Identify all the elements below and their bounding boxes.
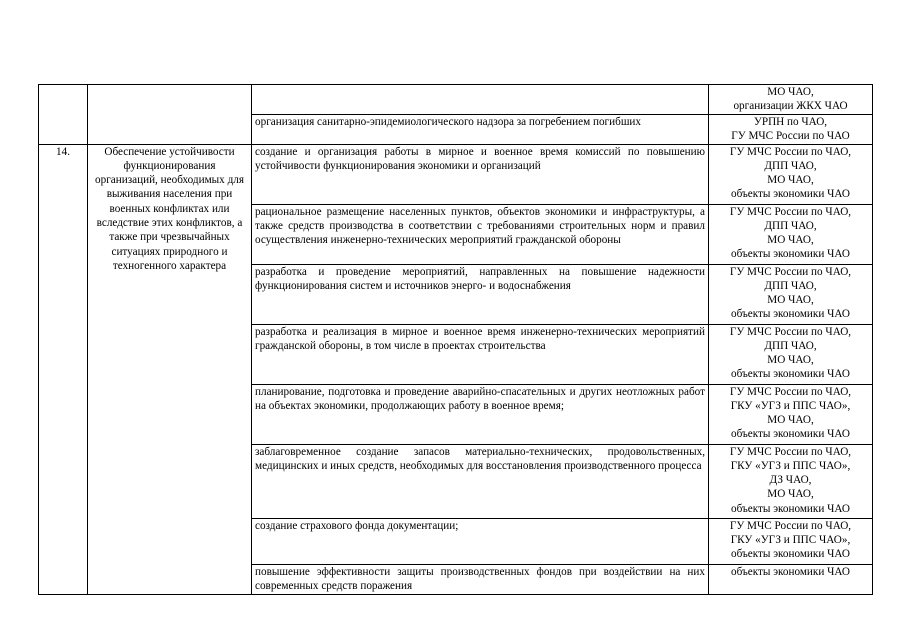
responsible-line: МО ЧАО, bbox=[767, 234, 814, 247]
responsible-cell bbox=[709, 324, 873, 384]
responsible-cell bbox=[709, 85, 873, 115]
responsible-line: МО ЧАО, bbox=[767, 174, 814, 187]
responsible-line: МО ЧАО, bbox=[767, 354, 814, 367]
responsible-line: объекты экономики ЧАО bbox=[730, 368, 851, 381]
function-cell bbox=[88, 85, 252, 145]
responsible-cell bbox=[709, 564, 873, 594]
responsible-line: ГУ МЧС России по ЧАО, bbox=[729, 205, 852, 218]
activity-cell: создание и организация работы в мирное и военное время комиссий по повышению устойчивости функционирования экономики и организаций bbox=[252, 144, 709, 204]
activity-cell: заблаговременное создание запасов материально-технических, продовольственных, медицинских и иных средств, необходимых для восстановления производственного процесса bbox=[252, 444, 709, 518]
responsible-cell bbox=[709, 114, 873, 144]
responsible-line: ДПП ЧАО, bbox=[764, 279, 817, 292]
activity-cell: рациональное размещение населенных пунктов, объектов экономики и инфраструктуры, а также средств производства в соответствии с требованиями строительных норм и правил осуществления инженерно-технических мероприятий гражданской обороны bbox=[252, 204, 709, 264]
responsible-line: объекты экономики ЧАО bbox=[730, 428, 851, 441]
responsible-line: ГУ МЧС России по ЧАО, bbox=[729, 145, 852, 158]
responsible-cell bbox=[709, 204, 873, 264]
responsible-line: ГКУ «УГЗ и ППС ЧАО», bbox=[730, 459, 851, 472]
responsible-line: ГУ МЧС России по ЧАО, bbox=[729, 325, 852, 338]
responsible-line: объекты экономики ЧАО bbox=[730, 308, 851, 321]
responsible-line: ГУ МЧС России по ЧАО bbox=[731, 129, 850, 142]
row-number-cell bbox=[39, 85, 88, 145]
responsible-line: МО ЧАО, bbox=[767, 488, 814, 501]
responsible-line: объекты экономики ЧАО bbox=[730, 565, 851, 578]
responsible-line: ДЗ ЧАО, bbox=[769, 474, 812, 487]
activity-cell: организация санитарно-эпидемиологического надзора за погребением погибших bbox=[252, 114, 709, 144]
responsible-line: ГУ МЧС России по ЧАО, bbox=[729, 265, 852, 278]
responsible-line: ДПП ЧАО, bbox=[764, 219, 817, 232]
responsible-line: объекты экономики ЧАО bbox=[730, 248, 851, 261]
activity-cell bbox=[252, 85, 709, 115]
responsible-line: УРПН по ЧАО, bbox=[753, 115, 828, 128]
table-row bbox=[39, 144, 873, 204]
responsible-line: ДПП ЧАО, bbox=[764, 339, 817, 352]
table-row bbox=[39, 85, 873, 115]
responsible-line: ГУ МЧС России по ЧАО, bbox=[729, 385, 852, 398]
responsible-cell bbox=[709, 518, 873, 564]
measures-table bbox=[38, 84, 873, 595]
responsible-line: объекты экономики ЧАО bbox=[730, 188, 851, 201]
row-number: 14. bbox=[39, 144, 88, 594]
responsible-line: ДПП ЧАО, bbox=[764, 159, 817, 172]
activity-cell: создание страхового фонда документации; bbox=[252, 518, 709, 564]
responsible-line: МО ЧАО, bbox=[767, 86, 814, 98]
responsible-line: ГКУ «УГЗ и ППС ЧАО», bbox=[730, 399, 851, 412]
responsible-line: объекты экономики ЧАО bbox=[730, 502, 851, 515]
responsible-cell bbox=[709, 384, 873, 444]
activity-cell: повышение эффективности защиты производственных фондов при воздействии на них современных средств поражения bbox=[252, 564, 709, 594]
responsible-line: МО ЧАО, bbox=[767, 414, 814, 427]
activity-cell: разработка и проведение мероприятий, направленных на повышение надежности функционирования систем и источников энерго- и водоснабжения bbox=[252, 264, 709, 324]
responsible-line: объекты экономики ЧАО bbox=[730, 548, 851, 561]
responsible-line: ГУ МЧС России по ЧАО, bbox=[729, 445, 852, 458]
responsible-cell bbox=[709, 144, 873, 204]
function-name: Обеспечение устойчивости функционирования организаций, необходимых для выживания населения при военных конфликтах или вследствие этих конфликтов, а также при чрезвычайных ситуациях природного и техногенного характера bbox=[88, 144, 252, 594]
responsible-cell bbox=[709, 264, 873, 324]
responsible-line: организации ЖКХ ЧАО bbox=[733, 100, 848, 113]
responsible-cell bbox=[709, 444, 873, 518]
responsible-line: МО ЧАО, bbox=[767, 294, 814, 307]
activity-cell: разработка и реализация в мирное и военное время инженерно-технических мероприятий гражданской обороны, в том числе в проектах строительства bbox=[252, 324, 709, 384]
activity-cell: планирование, подготовка и проведение аварийно-спасательных и других неотложных работ на объектах экономики, продолжающих работу в военное время; bbox=[252, 384, 709, 444]
responsible-line: ГКУ «УГЗ и ППС ЧАО», bbox=[730, 533, 851, 546]
responsible-line: ГУ МЧС России по ЧАО, bbox=[729, 519, 852, 532]
